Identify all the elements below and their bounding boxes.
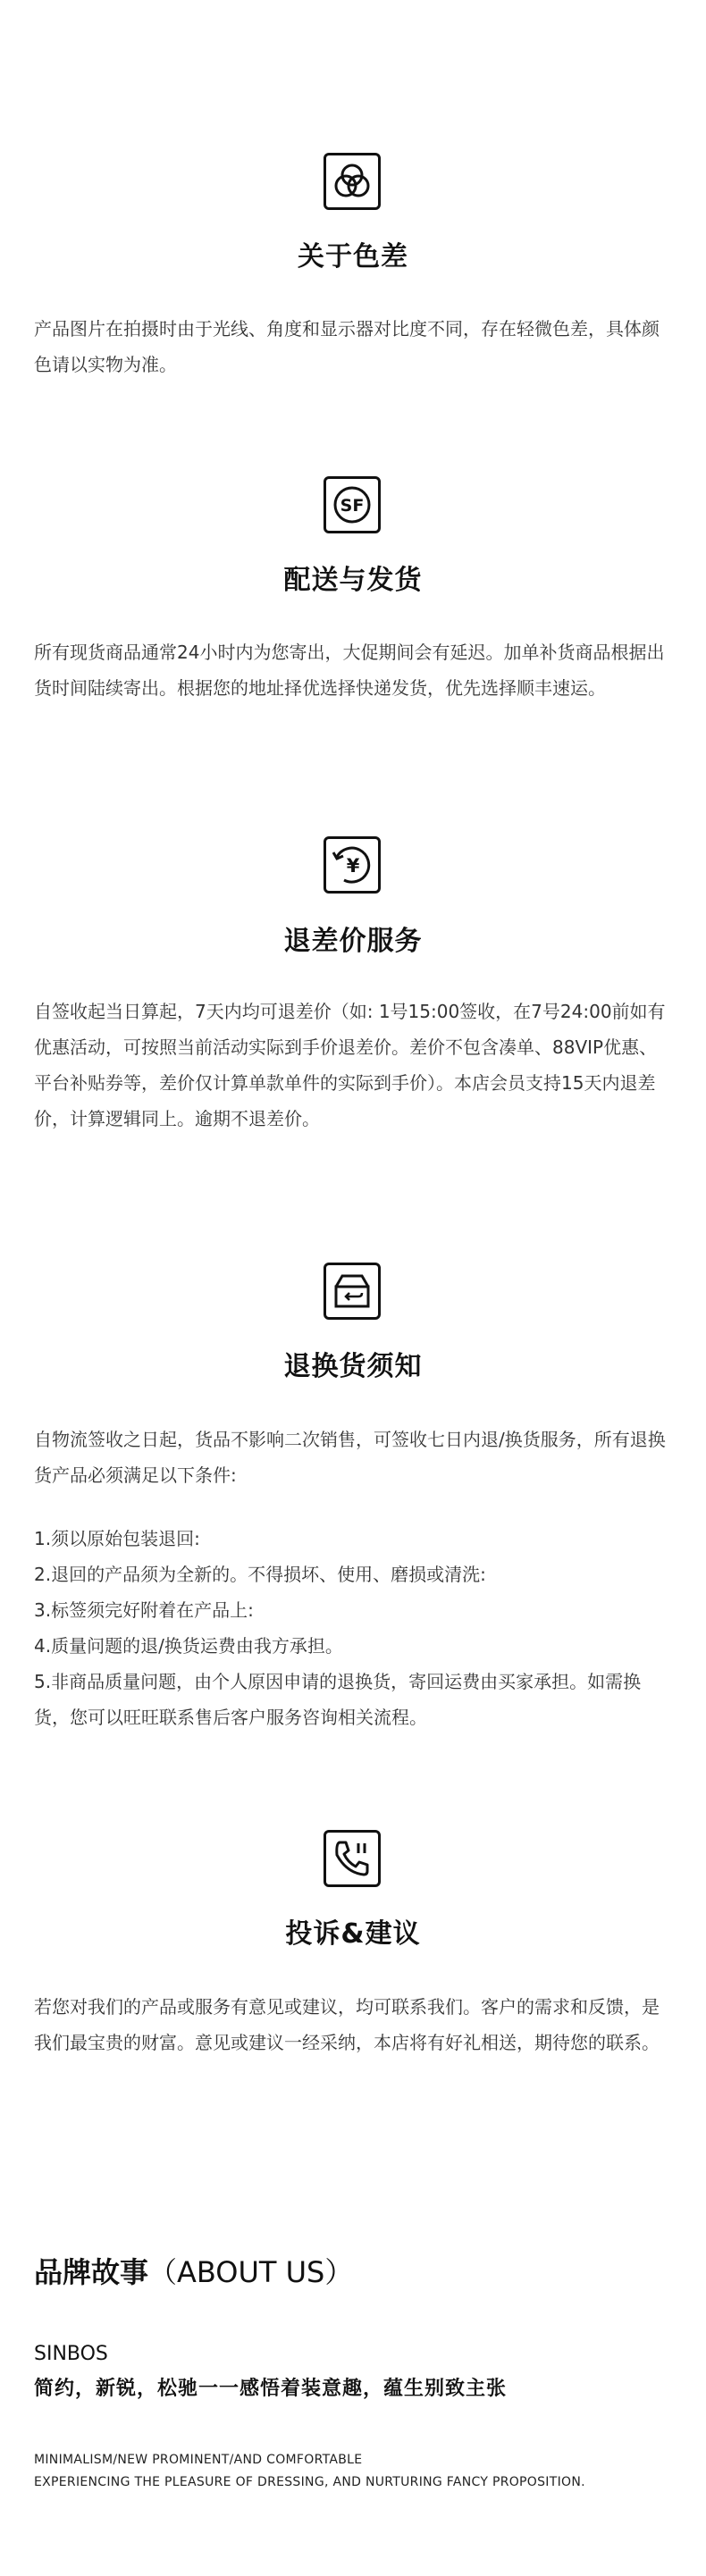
section-title: 配送与发货	[283, 565, 423, 596]
color-circles-icon	[324, 153, 381, 210]
brand-tagline-en-2: EXPERIENCING THE PLEASURE OF DRESSING, AND NURTURING FANCY PROPOSITION.	[34, 2475, 585, 2489]
sf-express-icon	[324, 476, 381, 533]
yen-icon-text: ¥	[346, 855, 360, 877]
return-box-icon	[324, 1263, 381, 1320]
section-body: 自签收起当日算起，7天内均可退差价（如: 1号15:00签收，在7号24:00前如有优惠活动，可按照当前活动实际到手价退差价。差价不包含凑单、88VIP优惠、平台补贴券等，差价仅计算单款单件的实际到手价）。本店会员支持15天内退差价，计算逻辑同上。逾期不退差价。	[34, 1001, 666, 1129]
section-title: 关于色差	[298, 241, 408, 273]
brand-slogan: 简约，新锐，松驰一一感悟着装意趣，蕴生别致主张	[34, 2378, 508, 2400]
section-title: 投诉&建议	[285, 1918, 421, 1950]
section-title: 退换货须知	[283, 1351, 423, 1382]
list-item: 3.标签须完好附着在产品上:	[34, 1599, 254, 1621]
phone-call-icon	[324, 1830, 381, 1887]
brand-tagline-en-1: MINIMALISM/NEW PROMINENT/AND COMFORTABLE	[34, 2453, 363, 2467]
section-body: 自物流签收之日起，货品不影响二次销售，可签收七日内退/换货服务，所有退换货产品必须满足以下条件:	[34, 1429, 666, 1486]
list-item: 2.退回的产品须为全新的。不得损坏、使用、磨损或清洗:	[34, 1564, 486, 1585]
return-conditions-list	[34, 1521, 672, 1735]
brand-name: SINBOS	[34, 2343, 108, 2365]
section-body: 产品图片在拍摄时由于光线、角度和显示器对比度不同，存在轻微色差，具体颜色请以实物为准。	[34, 318, 660, 375]
list-item: 4.质量问题的退/换货运费由我方承担。	[34, 1635, 343, 1657]
section-body: 所有现货商品通常24小时内为您寄出，大促期间会有延迟。加单补货商品根据出货时间陆续寄出。根据您的地址择优选择快递发货，优先选择顺丰速运。	[34, 642, 665, 699]
section-title: 退差价服务	[283, 926, 423, 957]
about-title	[34, 2250, 353, 2291]
sf-icon-text: SF	[340, 496, 365, 516]
yen-refund-icon	[324, 836, 381, 894]
about-title-zh: 品牌故事	[34, 2255, 149, 2289]
list-item: 1.须以原始包装退回:	[34, 1528, 200, 1549]
about-title-en: （ABOUT US）	[148, 2255, 354, 2289]
list-item: 5.非商品质量问题，由个人原因申请的退换货，寄回运费由买家承担。如需换货，您可以旺旺联系售后客户服务咨询相关流程。	[34, 1671, 642, 1728]
section-body: 若您对我们的产品或服务有意见或建议，均可联系我们。客户的需求和反馈，是我们最宝贵的财富。意见或建议一经采纳，本店将有好礼相送，期待您的联系。	[34, 1996, 660, 2053]
